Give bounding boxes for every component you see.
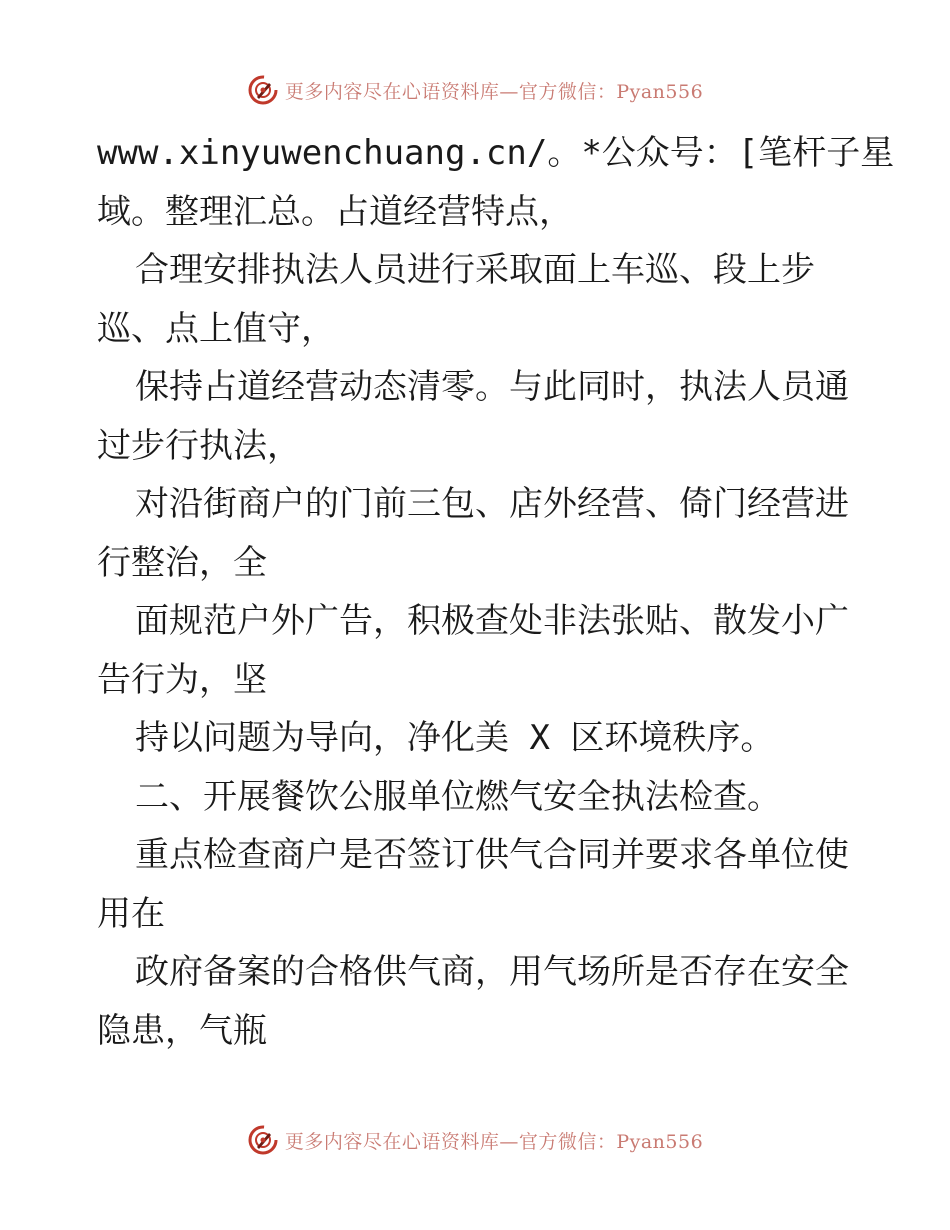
body-line-2: 域。整理汇总。占道经营特点，	[97, 191, 573, 232]
body-line-7: 对沿街商户的门前三包、店外经营、倚门经营进	[135, 484, 849, 524]
body-line-4: 巡、点上值守，	[97, 308, 335, 349]
body-line-11: 持以问题为导向，净化美 X 区环境秩序。	[135, 718, 775, 758]
body-line-3: 合理安排执法人员进行采取面上车巡、段上步	[135, 250, 815, 290]
body-line-10: 告行为，坚	[97, 659, 267, 700]
body-line-16: 隐患，气瓶	[97, 1010, 267, 1051]
body-line-6: 过步行执法，	[97, 425, 301, 466]
body-line-13: 重点检查商户是否签订供气合同并要求各单位使	[135, 835, 849, 875]
body-line-8: 行整治，全	[97, 542, 267, 583]
body-line-15: 政府备案的合格供气商，用气场所是否存在安全	[135, 952, 849, 992]
body-line-12: 二、开展餐饮公服单位燃气安全执法检查。	[135, 776, 781, 817]
pen-swirl-logo-icon	[247, 74, 279, 106]
pen-swirl-logo-icon	[247, 1124, 279, 1156]
body-line-9: 面规范户外广告，积极查处非法张贴、散发小广	[135, 601, 849, 641]
header-banner	[0, 70, 950, 110]
document-body	[97, 124, 895, 1060]
footer-banner-text: 更多内容尽在心语资料库—官方微信：Pyan556	[284, 1130, 704, 1153]
body-line-5: 保持占道经营动态清零。与此同时，执法人员通	[135, 367, 849, 407]
body-line-14: 用在	[97, 893, 165, 934]
header-banner-inner	[247, 74, 703, 106]
footer-banner	[0, 1120, 950, 1160]
footer-banner-inner	[247, 1124, 703, 1156]
header-banner-text: 更多内容尽在心语资料库—官方微信：Pyan556	[284, 80, 704, 103]
body-line-1: www.xinyuwenchuang.cn/。*公众号：[笔杆子星	[97, 133, 895, 173]
